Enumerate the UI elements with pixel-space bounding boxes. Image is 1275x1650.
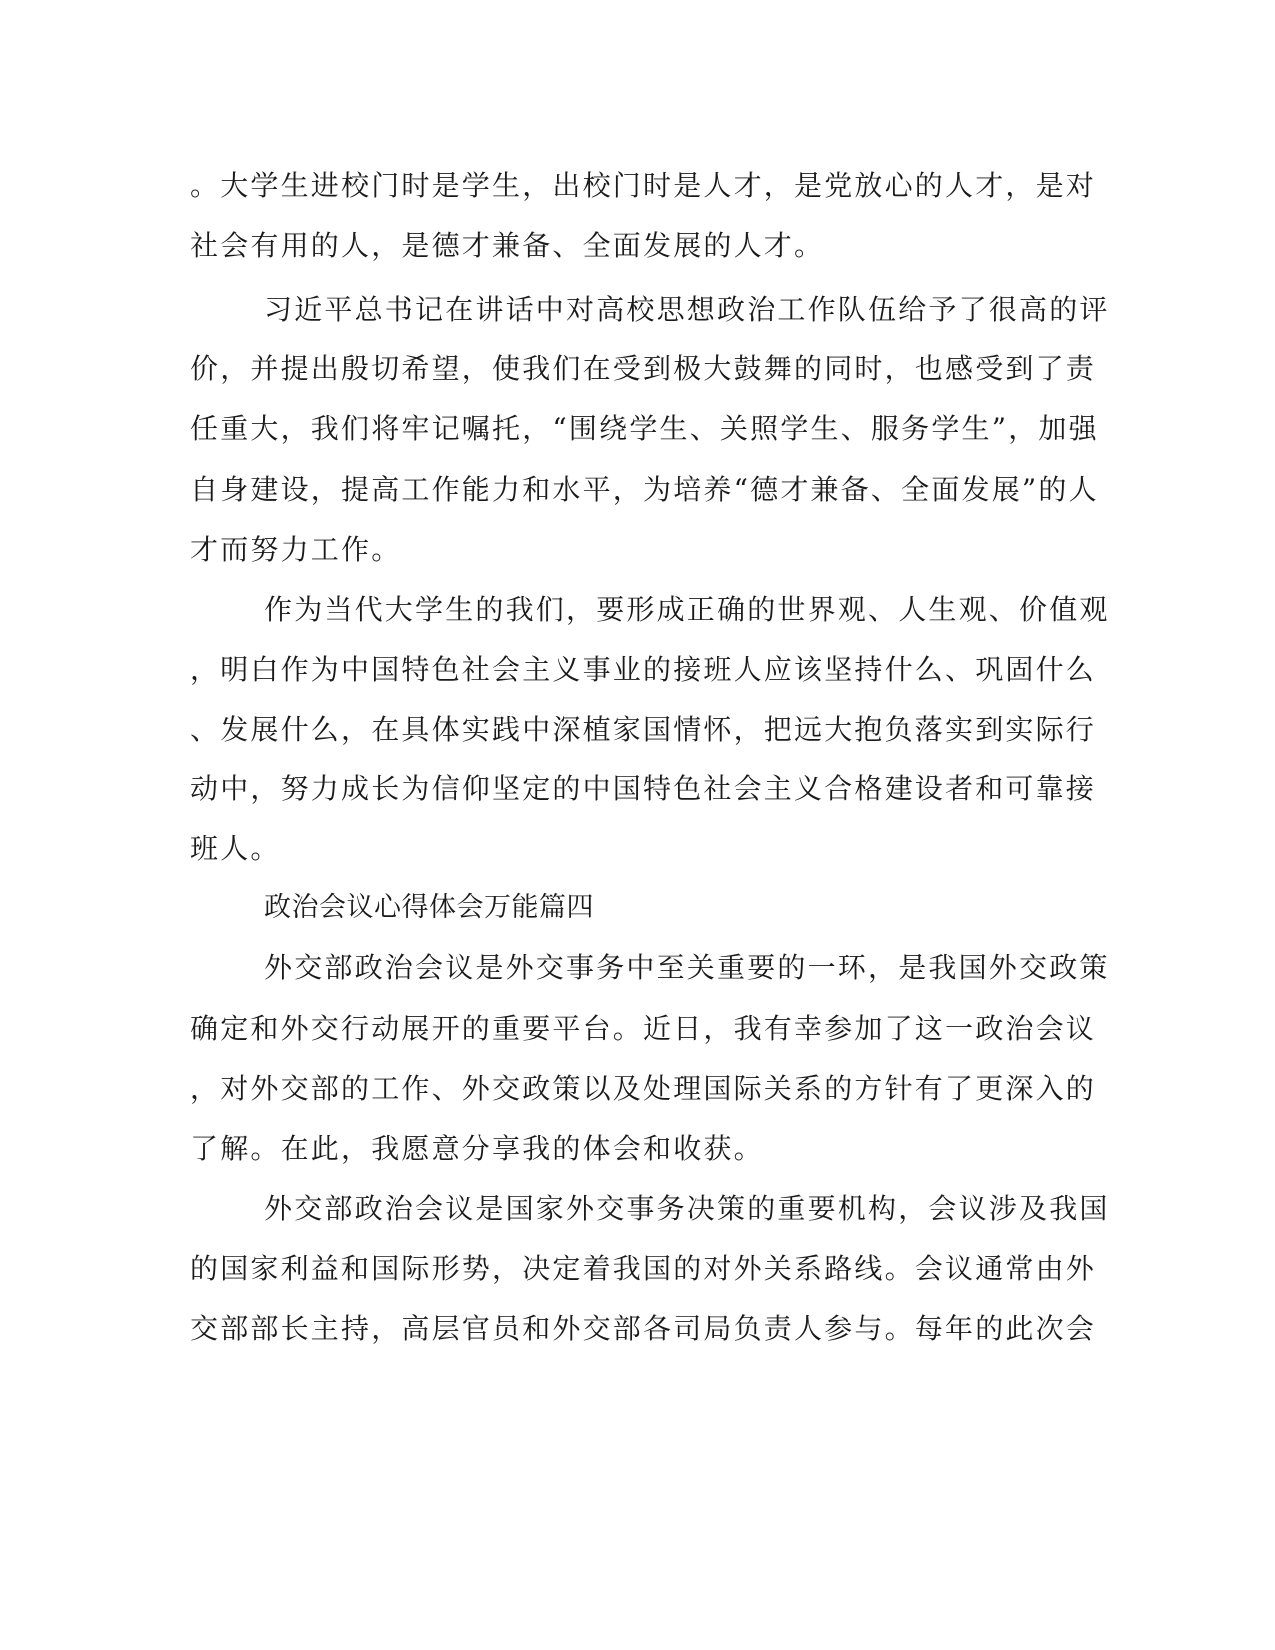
text-line: 班人。 bbox=[190, 832, 281, 865]
text-line: 了解。在此，我愿意分享我的体会和收获。 bbox=[190, 1132, 764, 1165]
paragraph-start-line: 外交部政治会议是国家外交事务决策的重要机构，会议涉及我国 bbox=[264, 1192, 1110, 1225]
text-line: 社会有用的人，是德才兼备、全面发展的人才。 bbox=[190, 229, 825, 262]
section-heading: 政治会议心得体会万能篇四 bbox=[264, 892, 594, 923]
text-line: 价，并提出殷切希望，使我们在受到极大鼓舞的同时，也感受到了责 bbox=[190, 352, 1097, 385]
paragraph-start-line: 外交部政治会议是外交事务中至关重要的一环，是我国外交政策 bbox=[264, 951, 1110, 984]
text-line: 任重大，我们将牢记嘱托，“围绕学生、关照学生、服务学生”，加强 bbox=[190, 412, 1099, 445]
paragraph-start-line: 习近平总书记在讲话中对高校思想政治工作队伍给予了很高的评 bbox=[264, 293, 1110, 326]
text-line: 自身建设，提高工作能力和水平，为培养“德才兼备、全面发展”的人 bbox=[190, 473, 1099, 506]
text-line: ，对外交部的工作、外交政策以及处理国际关系的方针有了更深入的 bbox=[190, 1072, 1097, 1105]
text-line: 。大学生进校门时是学生，出校门时是人才，是党放心的人才，是对 bbox=[190, 169, 1097, 202]
text-line: 才而努力工作。 bbox=[190, 533, 402, 566]
paragraph-start-line: 作为当代大学生的我们，要形成正确的世界观、人生观、价值观 bbox=[264, 593, 1110, 626]
text-line: 交部部长主持，高层官员和外交部各司局负责人参与。每年的此次会 bbox=[190, 1312, 1097, 1345]
text-line: 动中，努力成长为信仰坚定的中国特色社会主义合格建设者和可靠接 bbox=[190, 772, 1097, 805]
text-line: ，明白作为中国特色社会主义事业的接班人应该坚持什么、巩固什么 bbox=[190, 653, 1097, 686]
text-line: 、发展什么，在具体实践中深植家国情怀，把远大抱负落实到实际行 bbox=[190, 713, 1097, 746]
text-line: 的国家利益和国际形势，决定着我国的对外关系路线。会议通常由外 bbox=[190, 1252, 1097, 1285]
text-line: 确定和外交行动展开的重要平台。近日，我有幸参加了这一政治会议 bbox=[190, 1012, 1097, 1045]
